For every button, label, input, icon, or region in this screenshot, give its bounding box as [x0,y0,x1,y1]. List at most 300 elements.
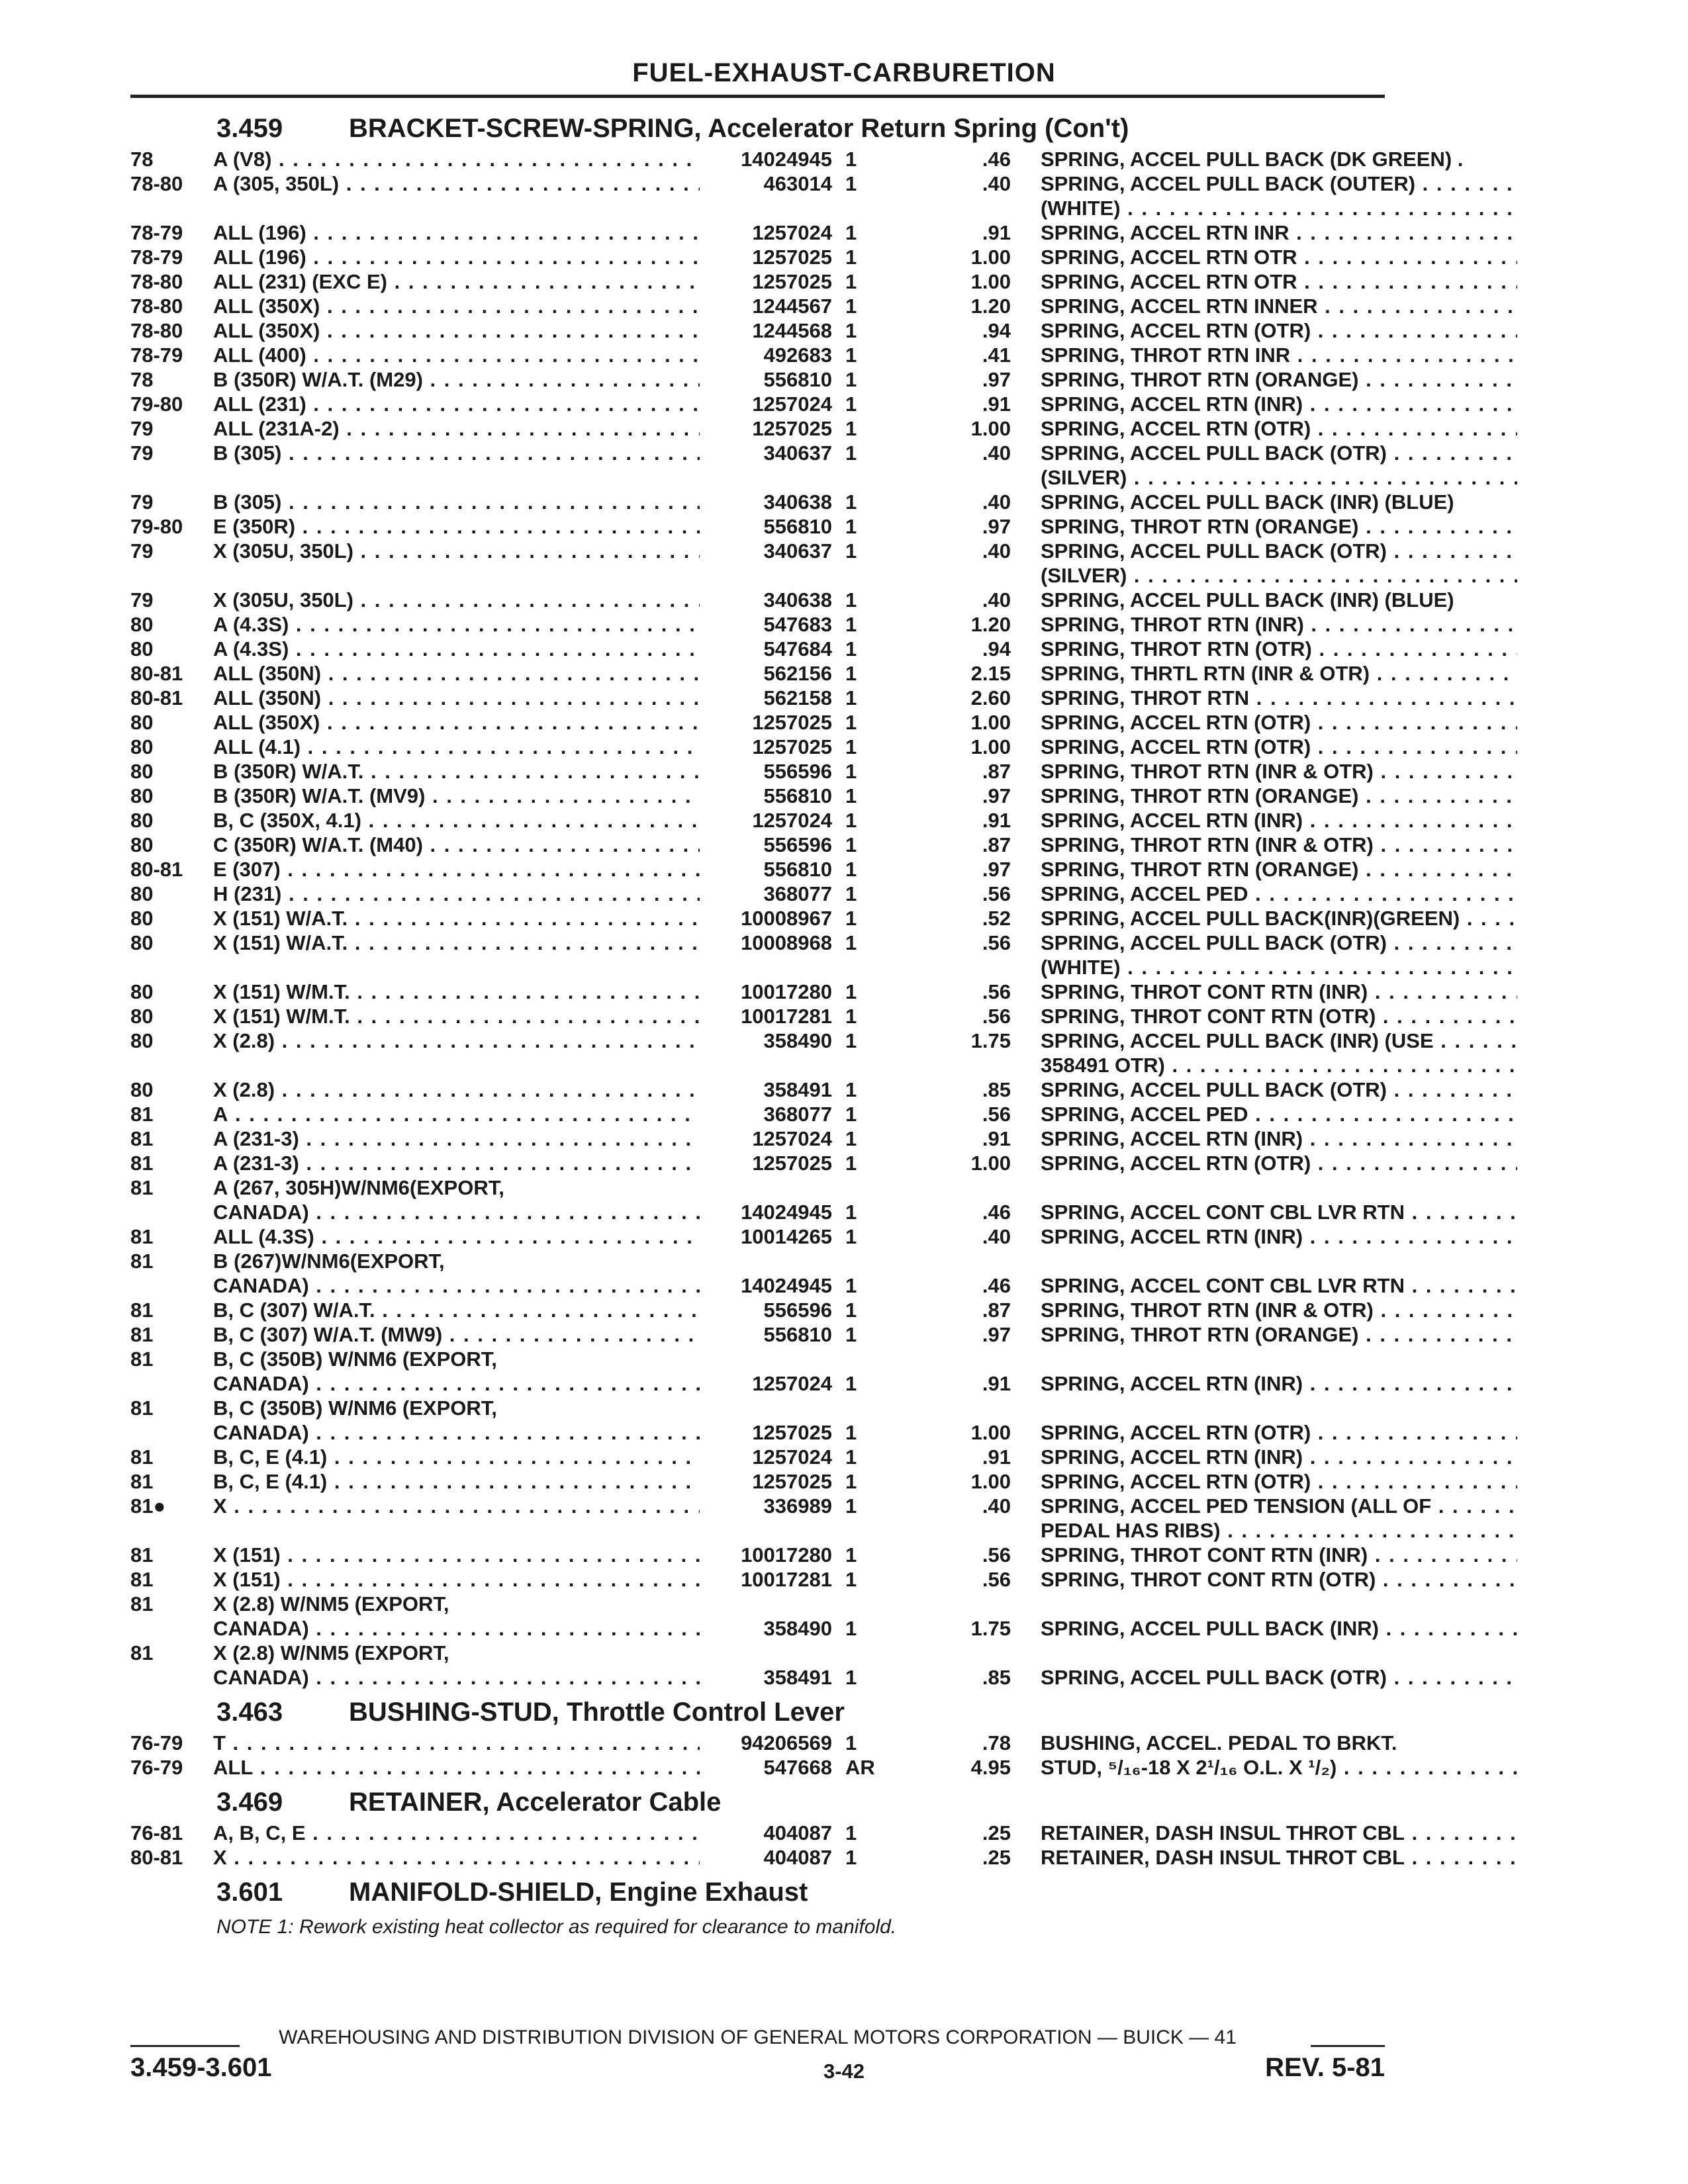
part-number: 10017280 [741,1543,832,1567]
price: .40 [982,172,1011,195]
quantity: 1 [845,858,857,881]
table-row [130,147,1464,171]
model-year: 81 [130,1641,154,1664]
part-number: 492683 [763,343,832,367]
quantity: 1 [845,613,857,636]
quantity: 1 [845,392,857,416]
model-year: 78-80 [130,295,183,318]
part-number: 10017281 [741,1005,832,1028]
part-description: SPRING, THRTL RTN (INR & OTR) . . . [1041,661,1517,686]
part-description: SPRING, ACCEL PULL BACK(INR)(GREEN) . . . [1041,906,1517,931]
price: .40 [982,1494,1011,1518]
table-row [130,1053,1385,1077]
model-application: X (2.8) . . . [213,1028,700,1053]
part-number: 1257024 [752,392,832,416]
price: .91 [982,392,1011,416]
quantity: 1 [845,809,857,832]
model-year: 81 [130,1323,154,1346]
model-year: 81 [130,1103,154,1126]
part-description: SPRING, ACCEL RTN (INR) . . . [1041,1224,1517,1249]
section-heading [130,106,1385,147]
model-application: H (231) . . . [213,882,700,906]
part-description: SPRING, ACCEL PULL BACK (OTR) . . . [1041,539,1517,563]
model-application: ALL (196) . . . [213,245,700,269]
part-description: (SILVER) . . . [1041,563,1517,588]
price: .56 [982,931,1011,954]
part-number: 547683 [763,613,832,636]
table-row [130,171,1416,196]
table-row [130,1077,1385,1102]
part-number: 1257025 [752,735,832,758]
price: 1.20 [970,613,1011,636]
model-application: X (151) W/M.T. . . . [213,1004,700,1028]
table-row [130,735,1385,759]
part-description: SPRING, THROT RTN (ORANGE) . . . [1041,857,1517,882]
model-application: CANADA) . . . [213,1616,700,1641]
price: 1.00 [970,270,1011,293]
quantity: 1 [845,1372,857,1395]
table-row [130,1004,1385,1028]
table-row [130,1224,1385,1249]
section-number: 3.601 [216,1878,283,1907]
part-description: SPRING, ACCEL PULL BACK (INR) . . . [1041,1616,1517,1641]
table-row [130,514,1385,539]
model-application: X (305U, 350L) . . . [213,588,700,612]
table-row [130,367,1385,392]
model-year: 81 [130,1445,154,1469]
part-number: 1244567 [752,295,832,318]
model-year: 80 [130,637,154,660]
part-description: SPRING, THROT RTN (INR & OTR) . . . [1041,833,1517,857]
part-number: 547684 [763,637,832,660]
section-number: 3.459 [216,114,283,143]
quantity: 1 [845,1152,857,1175]
quantity: 1 [845,588,857,612]
part-number: 10017280 [741,980,832,1003]
part-number: 1257025 [752,711,832,734]
part-number: 336989 [763,1494,832,1518]
part-number: 1257024 [752,809,832,832]
price: .56 [982,882,1011,905]
part-description: SPRING, ACCEL PULL BACK (OTR) . . . [1041,1077,1517,1102]
price: 4.95 [970,1756,1011,1779]
quantity: 1 [845,1274,857,1297]
part-description: SPRING, ACCEL PULL BACK (OUTER) . . . [1041,171,1517,196]
part-description: SPRING, ACCEL RTN (INR) . . . [1041,1445,1517,1469]
table-row [130,979,1385,1004]
model-application: C (350R) W/A.T. (M40) . . . [213,833,700,857]
model-application: CANADA) . . . [213,1665,700,1690]
part-number: 368077 [763,1103,832,1126]
quantity: 1 [845,539,857,563]
model-year: 81 [130,1176,154,1199]
table-row [130,1200,1405,1224]
quantity: 1 [845,1568,857,1591]
part-description: SPRING, ACCEL PED . . . [1041,882,1517,906]
price: 1.20 [970,295,1011,318]
model-year: 79-80 [130,392,183,416]
table-row [130,784,1385,808]
price: .40 [982,490,1011,514]
model-application: T . . . [213,1731,700,1755]
model-year: 78-80 [130,172,183,195]
model-year: 78-79 [130,246,183,269]
part-number: 556596 [763,1298,832,1322]
part-description: SPRING, THROT RTN (INR & OTR) . . . [1041,759,1517,784]
quantity: 1 [845,1103,857,1126]
part-description: (WHITE) . . . [1041,955,1517,979]
section-title: BRACKET-SCREW-SPRING, Accelerator Return Spring (Con't) [349,114,1129,143]
section-heading [130,1780,1385,1821]
quantity: 1 [845,1201,857,1224]
section-title: BUSHING-STUD, Throttle Control Lever [349,1698,845,1727]
model-year: 80-81 [130,662,183,685]
model-application: B, C (350B) W/NM6 (EXPORT, [213,1347,497,1371]
quantity: 1 [845,148,857,171]
part-description: SPRING, ACCEL PULL BACK (OTR) . . . [1041,1665,1517,1690]
model-year: 79 [130,539,154,563]
model-application: A (V8) . . . [213,147,700,171]
footer-section-range: 3.459-3.601 [130,2053,272,2082]
model-year: 79 [130,441,154,465]
price: .46 [982,1201,1011,1224]
quantity: 1 [845,907,857,930]
model-year: 79 [130,588,154,612]
price: 2.15 [970,662,1011,685]
section-title: MANIFOLD-SHIELD, Engine Exhaust [349,1878,808,1907]
price: .41 [982,343,1011,367]
part-description: SPRING, ACCEL PULL BACK (OTR) . . . [1041,441,1517,465]
model-application: X (151) W/M.T. . . . [213,979,700,1004]
part-number: 404087 [763,1846,832,1869]
part-description: SPRING, ACCEL RTN (OTR) . . . [1041,1469,1517,1494]
quantity: 1 [845,295,857,318]
table-row [130,1665,1385,1690]
part-description: SPRING, ACCEL PULL BACK (OTR) . . . [1041,931,1517,955]
table-row [130,857,1385,882]
part-number: 1257024 [752,221,832,244]
model-year: 78 [130,148,154,171]
quantity: 1 [845,1494,857,1518]
part-description: SPRING, ACCEL PULL BACK (INR) (USE . . . [1041,1028,1517,1053]
model-year: 81 [130,1298,154,1322]
part-number: 556810 [763,368,832,391]
price: .94 [982,319,1011,342]
part-number: 358491 [763,1666,832,1689]
table-row [130,539,1385,563]
quantity: 1 [845,784,857,807]
model-year: 80-81 [130,686,183,709]
quantity: 1 [845,1298,857,1322]
model-application: B, C (350B) W/NM6 (EXPORT, [213,1396,497,1420]
part-description: SPRING, ACCEL RTN (INR) . . . [1041,392,1517,416]
part-number: 556810 [763,858,832,881]
model-year: 80 [130,980,154,1003]
model-year: 80 [130,833,154,856]
part-description: SPRING, ACCEL RTN (OTR) . . . [1041,1420,1517,1445]
quantity: 1 [845,980,857,1003]
table-row [130,1396,1385,1420]
quantity: 1 [845,637,857,660]
quantity: 1 [845,833,857,856]
quantity: AR [845,1756,875,1779]
model-application: ALL . . . [213,1755,700,1780]
table-row [130,1755,1385,1780]
section-heading [130,1690,1385,1731]
table-row [130,637,1385,661]
part-description: SPRING, ACCEL RTN (INR) . . . [1041,808,1517,833]
price: .91 [982,221,1011,244]
model-application: ALL (4.1) . . . [213,735,700,759]
section-title: RETAINER, Accelerator Cable [349,1788,722,1817]
part-number: 556810 [763,784,832,807]
model-application: A (267, 305H)W/NM6(EXPORT, [213,1176,504,1199]
quantity: 1 [845,221,857,244]
table-row [130,1641,1385,1665]
quantity: 1 [845,417,857,440]
model-application: ALL (350X) . . . [213,294,700,318]
part-description: RETAINER, DASH INSUL THROT CBL . . . [1041,1845,1517,1870]
price: 1.00 [970,417,1011,440]
model-year: 81 [130,1347,154,1371]
table-row [130,588,1454,612]
section-note: NOTE 1: Rework existing heat collector as required for clearance to manifold. [216,1916,897,1938]
model-application: E (350R) . . . [213,514,700,539]
model-application: X (151) W/A.T. . . . [213,931,700,955]
model-application: B (305) . . . [213,490,700,514]
part-number: 556810 [763,515,832,538]
quantity: 1 [845,490,857,514]
table-row [130,1616,1385,1641]
table-row [130,955,1385,979]
price: .94 [982,637,1011,660]
part-description: 358491 OTR) . . . [1041,1053,1517,1077]
table-row [130,1445,1385,1469]
price: 1.75 [970,1617,1011,1640]
model-application: ALL (4.3S) . . . [213,1224,700,1249]
part-number: 358491 [763,1078,832,1101]
part-description: SPRING, THROT RTN (INR) . . . [1041,612,1517,637]
quantity: 1 [845,1666,857,1689]
part-description: SPRING, ACCEL RTN (INR) . . . [1041,1371,1517,1396]
part-description: SPRING, ACCEL RTN INNER . . . [1041,294,1517,318]
model-application: A (231-3) . . . [213,1151,700,1175]
table-row [130,343,1385,367]
model-year: 81● [130,1494,166,1518]
price: 2.60 [970,686,1011,709]
table-row [130,1151,1385,1175]
part-description: SPRING, ACCEL RTN (OTR) . . . [1041,710,1517,735]
model-application: E (307) . . . [213,857,700,882]
model-application: B, C, E (4.1) . . . [213,1445,700,1469]
model-year: 81 [130,1592,154,1615]
table-row [130,1731,1397,1755]
model-year: 80 [130,613,154,636]
quantity: 1 [845,1127,857,1150]
part-description: SPRING, ACCEL RTN OTR . . . [1041,245,1517,269]
table-row [130,931,1385,955]
model-year: 80 [130,1078,154,1101]
part-number: 463014 [763,172,832,195]
model-year: 80-81 [130,1846,183,1869]
model-year: 80 [130,784,154,807]
model-year: 78-79 [130,221,183,244]
quantity: 1 [845,1005,857,1028]
quantity: 1 [845,686,857,709]
part-description: SPRING, ACCEL RTN INR . . . [1041,220,1517,245]
model-year: 80-81 [130,858,183,881]
part-description: SPRING, ACCEL CONT CBL LVR RTN . . . [1041,1273,1517,1298]
model-application: ALL (231) . . . [213,392,700,416]
quantity: 1 [845,1078,857,1101]
part-number: 14024945 [741,148,832,171]
model-application: A, B, C, E . . . [213,1821,700,1845]
part-number: 1257025 [752,1421,832,1444]
model-application: CANADA) . . . [213,1273,700,1298]
part-description: SPRING, ACCEL PULL BACK (INR) (BLUE) [1041,588,1454,612]
price: .87 [982,1298,1011,1322]
price: .40 [982,1225,1011,1248]
model-year: 81 [130,1543,154,1567]
model-application: B (350R) W/A.T. . . . [213,759,700,784]
running-head: FUEL-EXHAUST-CARBURETION [632,58,1056,87]
price: .97 [982,858,1011,881]
part-number: 547668 [763,1756,832,1779]
price: .56 [982,1543,1011,1567]
table-row [130,906,1460,931]
model-year: 80 [130,931,154,954]
price: .91 [982,1127,1011,1150]
price: .97 [982,515,1011,538]
model-year: 79-80 [130,515,183,538]
part-description: SPRING, ACCEL RTN OTR . . . [1041,269,1517,294]
quantity: 1 [845,515,857,538]
quantity: 1 [845,319,857,342]
quantity: 1 [845,441,857,465]
part-number: 556596 [763,760,832,783]
model-application: ALL (400) . . . [213,343,700,367]
footer-page-number: 3-42 [823,2060,865,2083]
table-row [130,612,1385,637]
price: .56 [982,1005,1011,1028]
price: .78 [982,1731,1011,1754]
price: .97 [982,1323,1011,1346]
table-row [130,1102,1385,1126]
model-year: 79 [130,490,154,514]
price: 1.00 [970,1152,1011,1175]
quantity: 1 [845,1421,857,1444]
model-year: 81 [130,1396,154,1420]
table-row [130,490,1454,514]
price: .91 [982,1445,1011,1469]
part-number: 1257025 [752,1470,832,1493]
model-year: 76-79 [130,1731,183,1754]
model-application: B, C (307) W/A.T. . . . [213,1298,700,1322]
part-description: SPRING, THROT RTN INR . . . [1041,343,1517,367]
part-number: 340638 [763,490,832,514]
table-row [130,1347,1385,1371]
part-description: SPRING, THROT CONT RTN (OTR) . . . [1041,1004,1517,1028]
model-year: 81 [130,1568,154,1591]
model-application: ALL (350N) . . . [213,686,700,710]
model-application: B (305) . . . [213,441,700,465]
table-row [130,416,1385,441]
table-row [130,245,1385,269]
table-row [130,1821,1405,1845]
table-row [130,1469,1385,1494]
model-application: X (305U, 350L) . . . [213,539,700,563]
part-number: 1257025 [752,1152,832,1175]
quantity: 1 [845,343,857,367]
price: 1.00 [970,735,1011,758]
part-number: 562158 [763,686,832,709]
model-application: B (350R) W/A.T. (M29) . . . [213,367,700,392]
part-number: 340637 [763,441,832,465]
table-row [130,441,1385,465]
model-year: 80 [130,907,154,930]
price: .85 [982,1666,1011,1689]
model-application: ALL (231) (EXC E) . . . [213,269,700,294]
model-year: 78-80 [130,319,183,342]
quantity: 1 [845,172,857,195]
price: .25 [982,1821,1011,1844]
price: .40 [982,588,1011,612]
model-application: X (2.8) . . . [213,1077,700,1102]
model-application: A (4.3S) . . . [213,637,700,661]
price: .97 [982,784,1011,807]
quantity: 1 [845,662,857,685]
table-row [130,1567,1385,1592]
quantity: 1 [845,1617,857,1640]
model-application: X (151) W/A.T. . . . [213,906,700,931]
quantity: 1 [845,246,857,269]
part-number: 14024945 [741,1201,832,1224]
part-description: SPRING, THROT RTN . . . [1041,686,1517,710]
model-year: 81 [130,1225,154,1248]
model-application: ALL (350X) . . . [213,318,700,343]
part-number: 1257024 [752,1127,832,1150]
part-description: SPRING, ACCEL RTN (OTR) . . . [1041,318,1517,343]
table-row [130,1494,1432,1518]
table-row [130,392,1385,416]
table-row [130,196,1385,220]
part-number: 1257025 [752,417,832,440]
model-application: X . . . [213,1845,700,1870]
part-description: RETAINER, DASH INSUL THROT CBL . . . [1041,1821,1517,1845]
table-row [130,1518,1385,1543]
price: .40 [982,441,1011,465]
quantity: 1 [845,931,857,954]
part-description: SPRING, THROT RTN (ORANGE) . . . [1041,784,1517,808]
part-description: SPRING, ACCEL RTN (OTR) . . . [1041,735,1517,759]
part-description: SPRING, THROT RTN (ORANGE) . . . [1041,367,1517,392]
table-row [130,1028,1434,1053]
table-row [130,465,1385,490]
model-application: CANADA) . . . [213,1420,700,1445]
table-row [130,1322,1385,1347]
price: .46 [982,1274,1011,1297]
table-row [130,294,1385,318]
footer-division: WAREHOUSING AND DISTRIBUTION DIVISION OF GENERAL MOTORS CORPORATION — BUICK — 41 [279,2026,1237,2048]
header-rule [130,95,1385,98]
part-description: STUD, ⁵/₁₆-18 X 2¹/₁₆ O.L. X ¹/₂) . . . [1041,1755,1517,1780]
part-description: SPRING, ACCEL PULL BACK (INR) (BLUE) [1041,490,1454,514]
section-heading [130,1870,1385,1911]
part-number: 10008967 [741,907,832,930]
model-application: X (2.8) W/NM5 (EXPORT, [213,1641,449,1664]
part-number: 562156 [763,662,832,685]
model-year: 76-81 [130,1821,183,1844]
